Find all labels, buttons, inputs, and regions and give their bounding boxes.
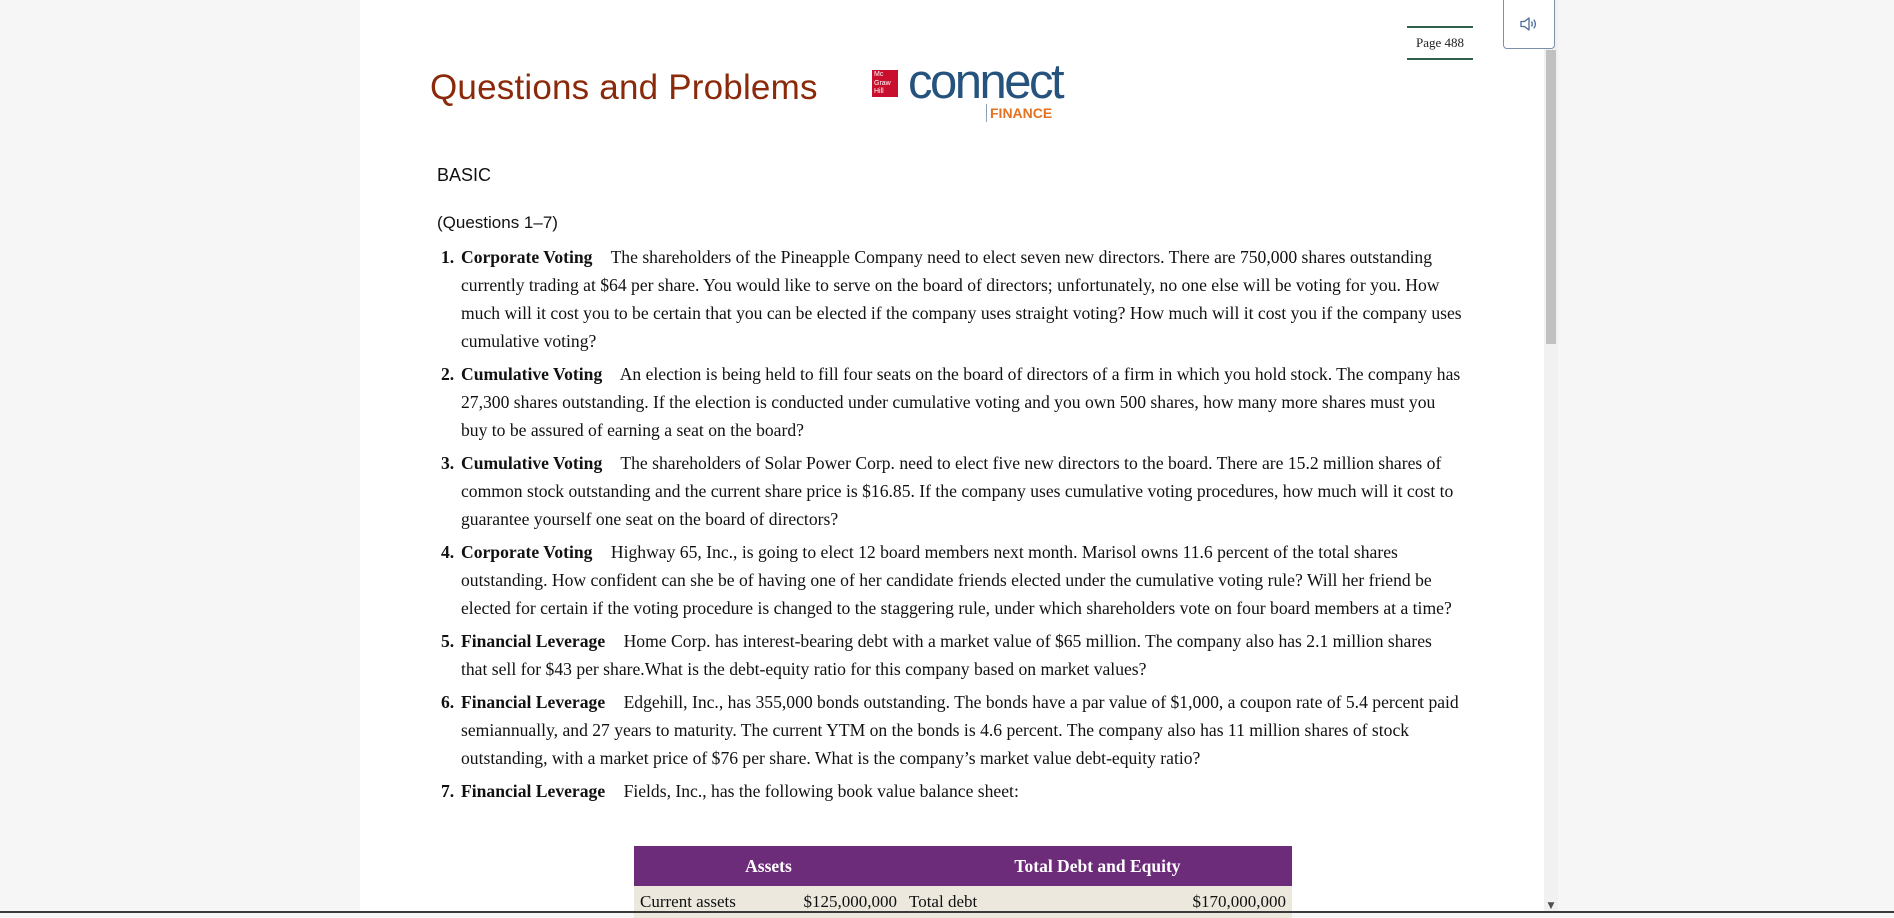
problem-title: Financial Leverage <box>461 692 606 712</box>
problem-item <box>437 688 1462 772</box>
problem-title: Corporate Voting <box>461 247 593 267</box>
problem-number: 7. <box>441 781 455 801</box>
vertical-scrollbar[interactable] <box>1544 0 1558 913</box>
problem-text: Home Corp. has interest-bearing debt with a market value of $65 million. The company also has 2.1 million shares that sell for $43 per share.What is the debt-equity ratio for this company based on market values? <box>461 631 1432 679</box>
problem-text: The shareholders of Solar Power Corp. need to elect five new directors to the board. There are 15.2 million shares of common stock outstanding and the current share price is $16.85. If the company uses cumulative voting procedures, how much will it cost to guarantee yourself one seat on the board of directors? <box>461 453 1454 529</box>
problem-text: The shareholders of the Pineapple Company need to elect seven new directors. There are 750,000 shares outstanding currently trading at $64 per share. You would like to serve on the board of directors; unfortunately, no one else will be voting for you. How much will it cost you to be certain that you can be elected if the company uses straight voting? How much will it cost you if the company uses cumulative voting? <box>461 247 1462 351</box>
problem-text: Fields, Inc., has the following book value balance sheet: <box>623 781 1019 801</box>
problem-number: 2. <box>441 364 455 384</box>
problem-title: Corporate Voting <box>461 542 593 562</box>
problem-number: 6. <box>441 692 455 712</box>
problem-number: 5. <box>441 631 455 651</box>
scrollbar-thumb[interactable] <box>1546 50 1556 344</box>
problem-title: Cumulative Voting <box>461 364 603 384</box>
balance-sheet-header-row <box>634 846 1292 886</box>
asset-label-cell: Current assets <box>634 886 771 918</box>
problem-number: 3. <box>441 453 455 473</box>
table-row <box>634 886 1292 918</box>
problem-item <box>437 627 1462 683</box>
problem-title: Financial Leverage <box>461 631 606 651</box>
balance-sheet-table <box>634 846 1292 918</box>
problem-item <box>437 360 1462 444</box>
question-range: (Questions 1–7) <box>437 213 558 232</box>
problem-text: Highway 65, Inc., is going to elect 12 board members next month. Marisol owns 11.6 percent of the total shares outstanding. How confident can she be of having one of her candidate friends elected under the cumulative voting rule? Will her friend be elected for certain if the voting procedure is changed to the staggering rule, under which shareholders vote on four board members at a time? <box>461 542 1452 618</box>
read-aloud-button[interactable] <box>1503 0 1555 49</box>
problem-text: An election is being held to fill four seats on the board of directors of a firm in which you hold stock. The company has 27,300 shares outstanding. If the election is conducted under cumulative voting and you own 500 shares, how many more shares must you buy to be assured of earning a seat on the board? <box>461 364 1461 440</box>
connect-finance-logo <box>872 55 1082 128</box>
asset-value-cell: $125,000,000 <box>771 886 903 918</box>
speaker-icon <box>1519 16 1539 32</box>
problem-title: Cumulative Voting <box>461 453 603 473</box>
problem-item <box>437 243 1462 355</box>
problem-number: 4. <box>441 542 455 562</box>
problem-title: Financial Leverage <box>461 781 606 801</box>
chapter-section-title: Questions and Problems <box>430 68 818 107</box>
problem-number: 1. <box>441 247 455 267</box>
debt-equity-value-cell: $170,000,000 <box>1071 886 1292 918</box>
section-heading: BASIC <box>437 165 492 185</box>
debt-equity-label-cell: Total debt <box>903 886 1071 918</box>
problem-item <box>437 538 1462 622</box>
assets-header: Assets <box>634 846 903 886</box>
problem-item <box>437 449 1462 533</box>
problem-list <box>437 243 1462 810</box>
scroll-down-arrow-icon[interactable]: ▼ <box>1547 901 1555 911</box>
page-number-label: Page 488 <box>1407 26 1473 60</box>
problem-item <box>437 777 1462 805</box>
debt-equity-header: Total Debt and Equity <box>903 846 1292 886</box>
mcgraw-hill-logo-mark: Mc Graw Hill <box>872 70 898 97</box>
problem-text: Edgehill, Inc., has 355,000 bonds outstanding. The bonds have a par value of $1,000, a coupon rate of 5.4 percent paid semiannually, and 27 years to maturity. The current YTM on the bonds is 4.6 percent. The company also has 11 million shares of stock outstanding, with a market price of $76 per share. What is the company’s market value debt-equity ratio? <box>461 692 1459 768</box>
connect-wordmark: connect <box>908 55 1063 109</box>
finance-wordmark: FINANCE <box>986 104 1052 122</box>
